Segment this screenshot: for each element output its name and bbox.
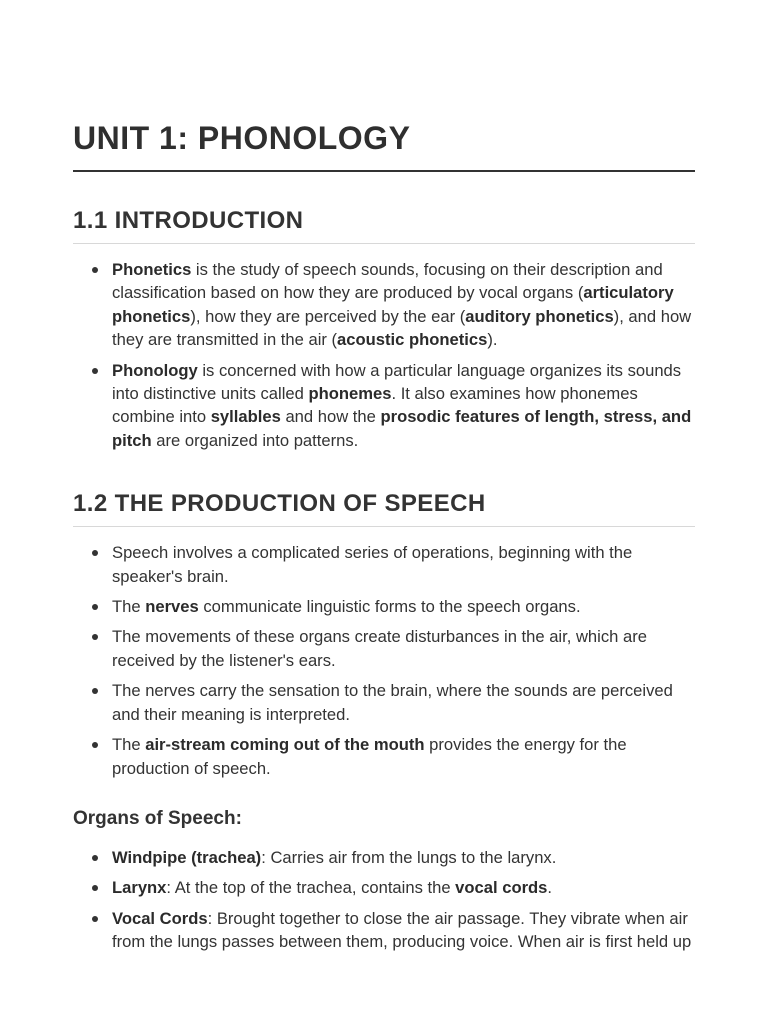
list-item — [112, 846, 695, 869]
item-text: : Brought together to close the air passage. They vibrate when air from the lungs passes between them, producing voice. When air is first held up — [112, 908, 692, 952]
item-text: ), how they are perceived by the ear ( — [190, 306, 466, 326]
section-heading-production-of-speech: 1.2 THE PRODUCTION OF SPEECH — [73, 488, 695, 527]
term-phonemes: phonemes — [308, 384, 392, 404]
section-heading-introduction: 1.1 INTRODUCTION — [73, 205, 695, 244]
item-text: The — [112, 597, 146, 617]
item-text: provides the energy for the production of speech. — [112, 735, 627, 778]
term-prosodic-features: prosodic features of length, stress, and pitch — [112, 407, 692, 450]
item-text: . It also examines how phonemes combine into — [112, 384, 638, 427]
term-phonetics: Phonetics — [112, 260, 192, 279]
item-text: ), and how they are transmitted in the air ( — [112, 306, 692, 350]
term-vocal-cords-heading: Vocal Cords — [112, 908, 208, 928]
list-item — [112, 876, 695, 899]
item-text: ). — [487, 330, 498, 350]
item-text: : Carries air from the lungs to the larynx. — [261, 847, 557, 867]
term-articulatory-phonetics: articulatory phonetics — [112, 283, 674, 326]
list-item — [112, 625, 695, 672]
item-text: . — [547, 878, 553, 898]
list-item — [112, 907, 695, 954]
term-acoustic-phonetics: acoustic phonetics — [337, 330, 488, 350]
list-item — [112, 541, 695, 588]
item-text: and how the — [280, 407, 381, 427]
term-auditory-phonetics: auditory phonetics — [465, 306, 614, 326]
item-text: : At the top of the trachea, contains the — [166, 878, 456, 898]
production-list — [73, 541, 695, 780]
item-text: The nerves carry the sensation to the brain, where the sounds are perceived and their meaning is interpreted. — [112, 681, 673, 724]
term-windpipe: Windpipe (trachea) — [112, 847, 262, 867]
term-nerves: nerves — [145, 597, 199, 617]
term-syllables: syllables — [210, 407, 281, 427]
item-text: Speech involves a complicated series of operations, beginning with the speaker's brain. — [112, 543, 633, 586]
term-air-stream: air-stream coming out of the mouth — [145, 735, 425, 755]
item-text: The — [112, 735, 146, 755]
item-text: The movements of these organs create disturbances in the air, which are received by the listener's ears. — [112, 627, 647, 670]
term-larynx: Larynx — [112, 878, 167, 898]
list-item — [112, 595, 695, 618]
item-text: is the study of speech sounds, focusing on their description and classification based on how they are produced by vocal organs ( — [112, 260, 663, 303]
introduction-list — [73, 258, 695, 452]
term-vocal-cords: vocal cords — [455, 878, 548, 898]
item-text: are organized into patterns. — [151, 430, 359, 450]
list-item — [112, 258, 695, 352]
list-item — [112, 733, 695, 780]
list-item — [112, 359, 695, 453]
subheading-organs-of-speech: Organs of Speech: — [73, 807, 242, 829]
term-phonology: Phonology — [112, 360, 198, 380]
item-text: communicate linguistic forms to the speech organs. — [198, 597, 581, 617]
list-item — [112, 679, 695, 726]
organs-list — [73, 846, 695, 954]
item-text: is concerned with how a particular language organizes its sounds into distinctive units called — [112, 360, 682, 404]
unit-title: UNIT 1: PHONOLOGY — [73, 118, 695, 172]
